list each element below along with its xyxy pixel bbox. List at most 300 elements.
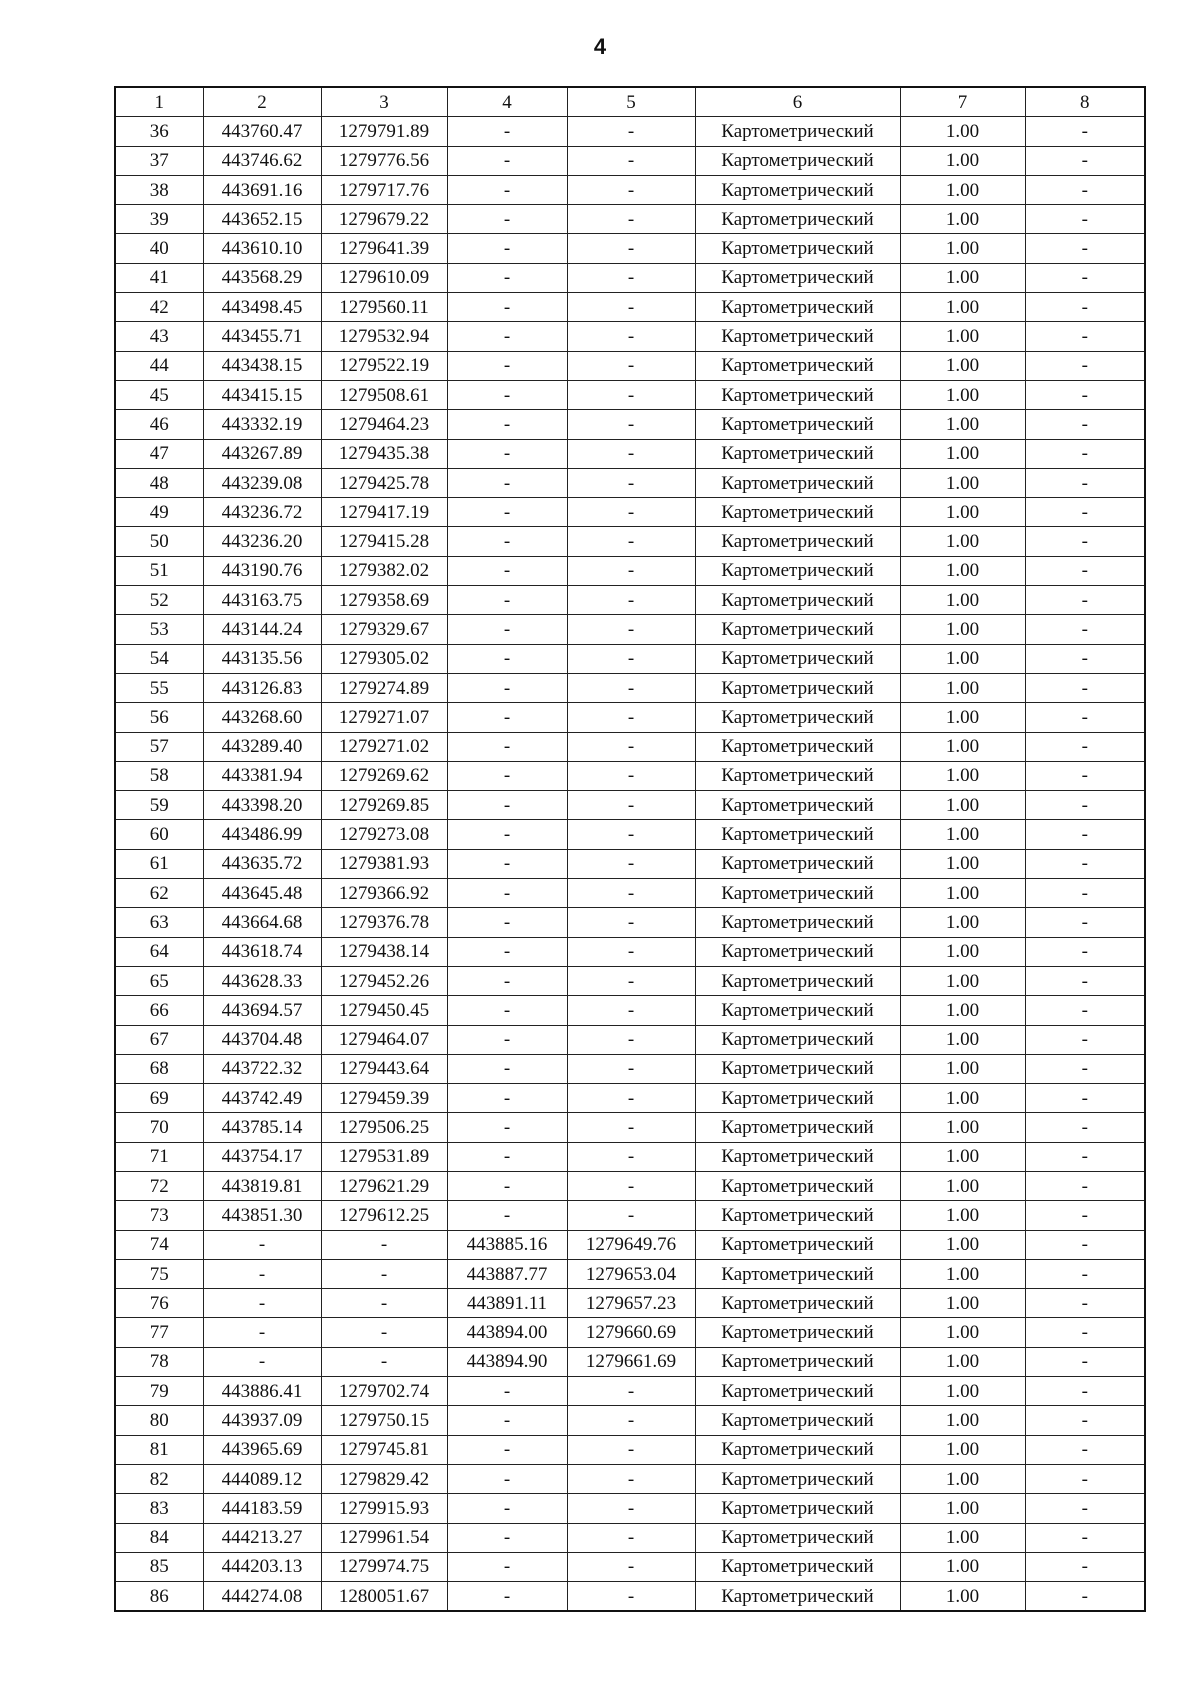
table-cell: 73	[115, 1201, 203, 1230]
table-cell: Картометрический	[695, 1201, 900, 1230]
table-cell: -	[1025, 791, 1145, 820]
table-cell: -	[567, 732, 695, 761]
table-cell: 1.00	[900, 908, 1025, 937]
table-cell: -	[567, 556, 695, 585]
table-cell: 1.00	[900, 966, 1025, 995]
table-cell: -	[567, 263, 695, 292]
table-cell: -	[447, 1523, 567, 1552]
table-cell: -	[447, 234, 567, 263]
table-cell: 443618.74	[203, 937, 321, 966]
table-cell: 1279717.76	[321, 175, 447, 204]
table-cell: 444213.27	[203, 1523, 321, 1552]
table-cell: Картометрический	[695, 586, 900, 615]
table-row	[115, 791, 1145, 820]
table-cell: 1.00	[900, 1113, 1025, 1142]
table-cell: Картометрический	[695, 439, 900, 468]
table-cell: -	[567, 1552, 695, 1581]
table-cell: 443894.90	[447, 1347, 567, 1376]
table-cell: Картометрический	[695, 791, 900, 820]
table-cell: Картометрический	[695, 1171, 900, 1200]
table-cell: -	[567, 908, 695, 937]
table-cell: 56	[115, 703, 203, 732]
column-header: 3	[321, 87, 447, 117]
table-cell: -	[567, 1523, 695, 1552]
table-cell: 1.00	[900, 1582, 1025, 1612]
table-cell: Картометрический	[695, 1406, 900, 1435]
table-cell: -	[567, 996, 695, 1025]
table-cell: Картометрический	[695, 1464, 900, 1493]
table-cell: 81	[115, 1435, 203, 1464]
table-row	[115, 322, 1145, 351]
table-cell: Картометрический	[695, 527, 900, 556]
table-cell: -	[567, 1084, 695, 1113]
table-cell: 53	[115, 615, 203, 644]
table-cell: 1279612.25	[321, 1201, 447, 1230]
table-cell: 443722.32	[203, 1054, 321, 1083]
table-cell: 443381.94	[203, 761, 321, 790]
table-cell: Картометрический	[695, 1494, 900, 1523]
table-cell: 1279450.45	[321, 996, 447, 1025]
table-cell: -	[321, 1289, 447, 1318]
table-cell: 1.00	[900, 644, 1025, 673]
table-cell: Картометрический	[695, 1523, 900, 1552]
table-cell: 443135.56	[203, 644, 321, 673]
table-cell: 1279508.61	[321, 380, 447, 409]
table-cell: 443885.16	[447, 1230, 567, 1259]
table-cell: 443819.81	[203, 1171, 321, 1200]
table-cell: -	[1025, 1201, 1145, 1230]
table-cell: -	[1025, 849, 1145, 878]
table-cell: Картометрический	[695, 498, 900, 527]
table-cell: 1279829.42	[321, 1464, 447, 1493]
table-cell: 443937.09	[203, 1406, 321, 1435]
table-cell: Картометрический	[695, 820, 900, 849]
table-cell: 443886.41	[203, 1377, 321, 1406]
table-cell: Картометрический	[695, 351, 900, 380]
table-cell: 1279560.11	[321, 293, 447, 322]
table-cell: 1.00	[900, 1289, 1025, 1318]
table-cell: -	[1025, 966, 1145, 995]
table-cell: Картометрический	[695, 673, 900, 702]
table-cell: -	[447, 468, 567, 497]
table-cell: 47	[115, 439, 203, 468]
table-cell: -	[321, 1318, 447, 1347]
table-cell: 443289.40	[203, 732, 321, 761]
table-cell: 1.00	[900, 117, 1025, 146]
table-cell: 1.00	[900, 1142, 1025, 1171]
table-cell: 80	[115, 1406, 203, 1435]
table-cell: 60	[115, 820, 203, 849]
table-cell: -	[1025, 1347, 1145, 1376]
table-cell: -	[203, 1347, 321, 1376]
table-cell: -	[567, 293, 695, 322]
table-cell: -	[567, 234, 695, 263]
table-cell: -	[447, 351, 567, 380]
table-cell: 443652.15	[203, 205, 321, 234]
table-cell: 36	[115, 117, 203, 146]
table-cell: -	[1025, 586, 1145, 615]
table-cell: 443610.10	[203, 234, 321, 263]
table-cell: -	[567, 527, 695, 556]
table-row	[115, 761, 1145, 790]
table-cell: Картометрический	[695, 644, 900, 673]
table-cell: 52	[115, 586, 203, 615]
table-cell: 72	[115, 1171, 203, 1200]
table-cell: -	[321, 1230, 447, 1259]
table-cell: 1279649.76	[567, 1230, 695, 1259]
table-cell: 1.00	[900, 322, 1025, 351]
table-cell: Картометрический	[695, 1289, 900, 1318]
table-cell: Картометрический	[695, 117, 900, 146]
table-row	[115, 879, 1145, 908]
table-row	[115, 263, 1145, 292]
table-cell: 62	[115, 879, 203, 908]
table-cell: 59	[115, 791, 203, 820]
table-row	[115, 1435, 1145, 1464]
table-cell: -	[447, 1201, 567, 1230]
table-cell: -	[567, 615, 695, 644]
table-cell: 1279271.07	[321, 703, 447, 732]
table-cell: -	[567, 820, 695, 849]
table-cell: -	[203, 1318, 321, 1347]
table-cell: 1279425.78	[321, 468, 447, 497]
table-cell: -	[1025, 879, 1145, 908]
table-cell: 443694.57	[203, 996, 321, 1025]
table-cell: -	[1025, 498, 1145, 527]
table-cell: -	[447, 644, 567, 673]
table-cell: -	[567, 322, 695, 351]
table-cell: 39	[115, 205, 203, 234]
table-cell: 443785.14	[203, 1113, 321, 1142]
table-cell: -	[203, 1289, 321, 1318]
table-cell: -	[447, 1377, 567, 1406]
table-cell: 1279443.64	[321, 1054, 447, 1083]
table-cell: -	[567, 205, 695, 234]
table-row	[115, 1054, 1145, 1083]
table-cell: 45	[115, 380, 203, 409]
table-cell: 443746.62	[203, 146, 321, 175]
table-cell: 443628.33	[203, 966, 321, 995]
table-cell: -	[1025, 703, 1145, 732]
table-cell: 38	[115, 175, 203, 204]
table-row	[115, 586, 1145, 615]
table-cell: Картометрический	[695, 556, 900, 585]
table-cell: -	[567, 1113, 695, 1142]
table-cell: 443568.29	[203, 263, 321, 292]
table-cell: -	[1025, 234, 1145, 263]
table-cell: 50	[115, 527, 203, 556]
table-cell: -	[447, 937, 567, 966]
table-cell: -	[1025, 820, 1145, 849]
table-row	[115, 468, 1145, 497]
table-cell: 1279358.69	[321, 586, 447, 615]
table-row	[115, 1084, 1145, 1113]
table-cell: -	[1025, 1523, 1145, 1552]
table-cell: 82	[115, 1464, 203, 1493]
table-cell: 443691.16	[203, 175, 321, 204]
table-cell: 1.00	[900, 293, 1025, 322]
table-cell: 443965.69	[203, 1435, 321, 1464]
table-cell: 1.00	[900, 1201, 1025, 1230]
table-cell: 83	[115, 1494, 203, 1523]
table-cell: -	[567, 439, 695, 468]
table-row	[115, 234, 1145, 263]
table-cell: 1279621.29	[321, 1171, 447, 1200]
table-cell: 1.00	[900, 410, 1025, 439]
table-cell: 443239.08	[203, 468, 321, 497]
table-cell: -	[567, 1406, 695, 1435]
table-row	[115, 498, 1145, 527]
table-cell: 1.00	[900, 615, 1025, 644]
table-cell: 1.00	[900, 673, 1025, 702]
table-cell: 1279435.38	[321, 439, 447, 468]
table-row	[115, 527, 1145, 556]
table-cell: Картометрический	[695, 761, 900, 790]
table-row	[115, 1171, 1145, 1200]
table-cell: -	[447, 820, 567, 849]
table-cell: -	[1025, 351, 1145, 380]
table-cell: 1.00	[900, 937, 1025, 966]
table-cell: -	[447, 1084, 567, 1113]
table-cell: -	[1025, 117, 1145, 146]
table-cell: 443236.72	[203, 498, 321, 527]
table-cell: -	[447, 1171, 567, 1200]
table-cell: 61	[115, 849, 203, 878]
table-cell: -	[447, 1494, 567, 1523]
table-cell: 1.00	[900, 1259, 1025, 1288]
table-cell: 1279459.39	[321, 1084, 447, 1113]
table-cell: 443704.48	[203, 1025, 321, 1054]
table-cell: 68	[115, 1054, 203, 1083]
column-header: 1	[115, 87, 203, 117]
table-cell: 443894.00	[447, 1318, 567, 1347]
table-row	[115, 908, 1145, 937]
table-cell: 443754.17	[203, 1142, 321, 1171]
table-cell: 1.00	[900, 498, 1025, 527]
table-cell: 443332.19	[203, 410, 321, 439]
table-cell: 41	[115, 263, 203, 292]
table-cell: 1.00	[900, 1435, 1025, 1464]
table-cell: -	[447, 1025, 567, 1054]
table-cell: 1.00	[900, 879, 1025, 908]
table-row	[115, 1464, 1145, 1493]
table-cell: -	[567, 1171, 695, 1200]
table-cell: -	[1025, 1259, 1145, 1288]
table-cell: 1.00	[900, 849, 1025, 878]
column-header: 6	[695, 87, 900, 117]
table-cell: 443415.15	[203, 380, 321, 409]
table-cell: -	[1025, 468, 1145, 497]
table-row	[115, 1289, 1145, 1318]
table-cell: 63	[115, 908, 203, 937]
table-row	[115, 1201, 1145, 1230]
table-cell: -	[1025, 732, 1145, 761]
table-cell: -	[567, 761, 695, 790]
table-row	[115, 1523, 1145, 1552]
table-cell: 1.00	[900, 1347, 1025, 1376]
table-cell: 66	[115, 996, 203, 1025]
table-cell: 49	[115, 498, 203, 527]
table-cell: -	[447, 908, 567, 937]
table-cell: -	[1025, 1289, 1145, 1318]
table-row	[115, 556, 1145, 585]
table-cell: -	[447, 293, 567, 322]
table-cell: 1279745.81	[321, 1435, 447, 1464]
table-cell: Картометрический	[695, 879, 900, 908]
table-cell: -	[567, 146, 695, 175]
table-cell: 443268.60	[203, 703, 321, 732]
table-cell: 1279464.23	[321, 410, 447, 439]
table-cell: -	[447, 410, 567, 439]
table-cell: 1.00	[900, 146, 1025, 175]
table-cell: 443455.71	[203, 322, 321, 351]
table-cell: 57	[115, 732, 203, 761]
table-row	[115, 1142, 1145, 1171]
table-cell: -	[1025, 1582, 1145, 1612]
table-cell: 70	[115, 1113, 203, 1142]
table-row	[115, 293, 1145, 322]
table-cell: 1.00	[900, 556, 1025, 585]
table-cell: -	[567, 791, 695, 820]
table-cell: 78	[115, 1347, 203, 1376]
table-cell: Картометрический	[695, 234, 900, 263]
table-cell: 55	[115, 673, 203, 702]
table-cell: 58	[115, 761, 203, 790]
table-cell: 71	[115, 1142, 203, 1171]
table-cell: Картометрический	[695, 1230, 900, 1259]
table-row	[115, 205, 1145, 234]
table-cell: -	[203, 1230, 321, 1259]
table-cell: -	[567, 117, 695, 146]
table-cell: -	[1025, 1084, 1145, 1113]
table-cell: 1279269.85	[321, 791, 447, 820]
table-body	[115, 117, 1145, 1612]
table-cell: Картометрический	[695, 1259, 900, 1288]
table-cell: -	[567, 1054, 695, 1083]
table-cell: Картометрический	[695, 293, 900, 322]
table-cell: 443190.76	[203, 556, 321, 585]
table-cell: -	[447, 380, 567, 409]
table-cell: -	[447, 146, 567, 175]
table-cell: -	[567, 879, 695, 908]
table-cell: -	[567, 410, 695, 439]
table-cell: 1279506.25	[321, 1113, 447, 1142]
table-cell: -	[567, 937, 695, 966]
table-cell: 37	[115, 146, 203, 175]
table-row	[115, 1494, 1145, 1523]
table-cell: Картометрический	[695, 996, 900, 1025]
table-cell: 1.00	[900, 996, 1025, 1025]
table-cell: 444203.13	[203, 1552, 321, 1581]
table-cell: 1.00	[900, 205, 1025, 234]
column-header: 5	[567, 87, 695, 117]
table-cell: 1279464.07	[321, 1025, 447, 1054]
table-cell: 1279776.56	[321, 146, 447, 175]
table-cell: 443851.30	[203, 1201, 321, 1230]
table-cell: -	[1025, 673, 1145, 702]
table-cell: -	[203, 1259, 321, 1288]
table-cell: 1.00	[900, 234, 1025, 263]
table-cell: 443163.75	[203, 586, 321, 615]
table-cell: -	[447, 879, 567, 908]
table-row	[115, 380, 1145, 409]
table-row	[115, 1025, 1145, 1054]
table-cell: 1279679.22	[321, 205, 447, 234]
table-row	[115, 175, 1145, 204]
table-cell: 1279657.23	[567, 1289, 695, 1318]
table-cell: Картометрический	[695, 146, 900, 175]
table-cell: -	[1025, 1113, 1145, 1142]
table-cell: Картометрический	[695, 1142, 900, 1171]
table-cell: 444089.12	[203, 1464, 321, 1493]
table-cell: Картометрический	[695, 703, 900, 732]
table-cell: Картометрический	[695, 937, 900, 966]
table-cell: -	[447, 527, 567, 556]
table-cell: 75	[115, 1259, 203, 1288]
table-cell: 443760.47	[203, 117, 321, 146]
table-cell: 1279961.54	[321, 1523, 447, 1552]
table-cell: -	[1025, 1464, 1145, 1493]
table-cell: 44	[115, 351, 203, 380]
table-cell: -	[1025, 1230, 1145, 1259]
table-cell: -	[447, 966, 567, 995]
table-cell: -	[447, 673, 567, 702]
table-cell: 1.00	[900, 1523, 1025, 1552]
table-cell: -	[1025, 1494, 1145, 1523]
table-cell: -	[447, 498, 567, 527]
table-cell: Картометрический	[695, 380, 900, 409]
table-cell: 1.00	[900, 703, 1025, 732]
table-cell: 1279273.08	[321, 820, 447, 849]
table-cell: 443891.11	[447, 1289, 567, 1318]
table-cell: -	[1025, 1552, 1145, 1581]
table-cell: 1279329.67	[321, 615, 447, 644]
table-row	[115, 1552, 1145, 1581]
table-cell: 1279974.75	[321, 1552, 447, 1581]
table-cell: 1279415.28	[321, 527, 447, 556]
table-cell: Картометрический	[695, 175, 900, 204]
table-cell: 443645.48	[203, 879, 321, 908]
table-cell: 40	[115, 234, 203, 263]
table-cell: -	[1025, 410, 1145, 439]
table-cell: -	[1025, 293, 1145, 322]
table-cell: Картометрический	[695, 468, 900, 497]
table-cell: Картометрический	[695, 966, 900, 995]
table-cell: -	[321, 1259, 447, 1288]
table-cell: 1279382.02	[321, 556, 447, 585]
table-cell: 443498.45	[203, 293, 321, 322]
table-cell: 1.00	[900, 1377, 1025, 1406]
table-cell: Картометрический	[695, 1377, 900, 1406]
table-cell: 1.00	[900, 1084, 1025, 1113]
table-cell: -	[447, 791, 567, 820]
table-row	[115, 351, 1145, 380]
table-cell: 84	[115, 1523, 203, 1552]
table-cell: 1.00	[900, 380, 1025, 409]
table-cell: 443398.20	[203, 791, 321, 820]
table-cell: 1.00	[900, 1230, 1025, 1259]
table-cell: 46	[115, 410, 203, 439]
table-cell: -	[1025, 996, 1145, 1025]
table-cell: 1279531.89	[321, 1142, 447, 1171]
table-cell: -	[1025, 175, 1145, 204]
table-cell: -	[567, 1582, 695, 1612]
column-header: 8	[1025, 87, 1145, 117]
table-row	[115, 966, 1145, 995]
table-cell: 65	[115, 966, 203, 995]
table-row	[115, 644, 1145, 673]
table-cell: -	[567, 1377, 695, 1406]
